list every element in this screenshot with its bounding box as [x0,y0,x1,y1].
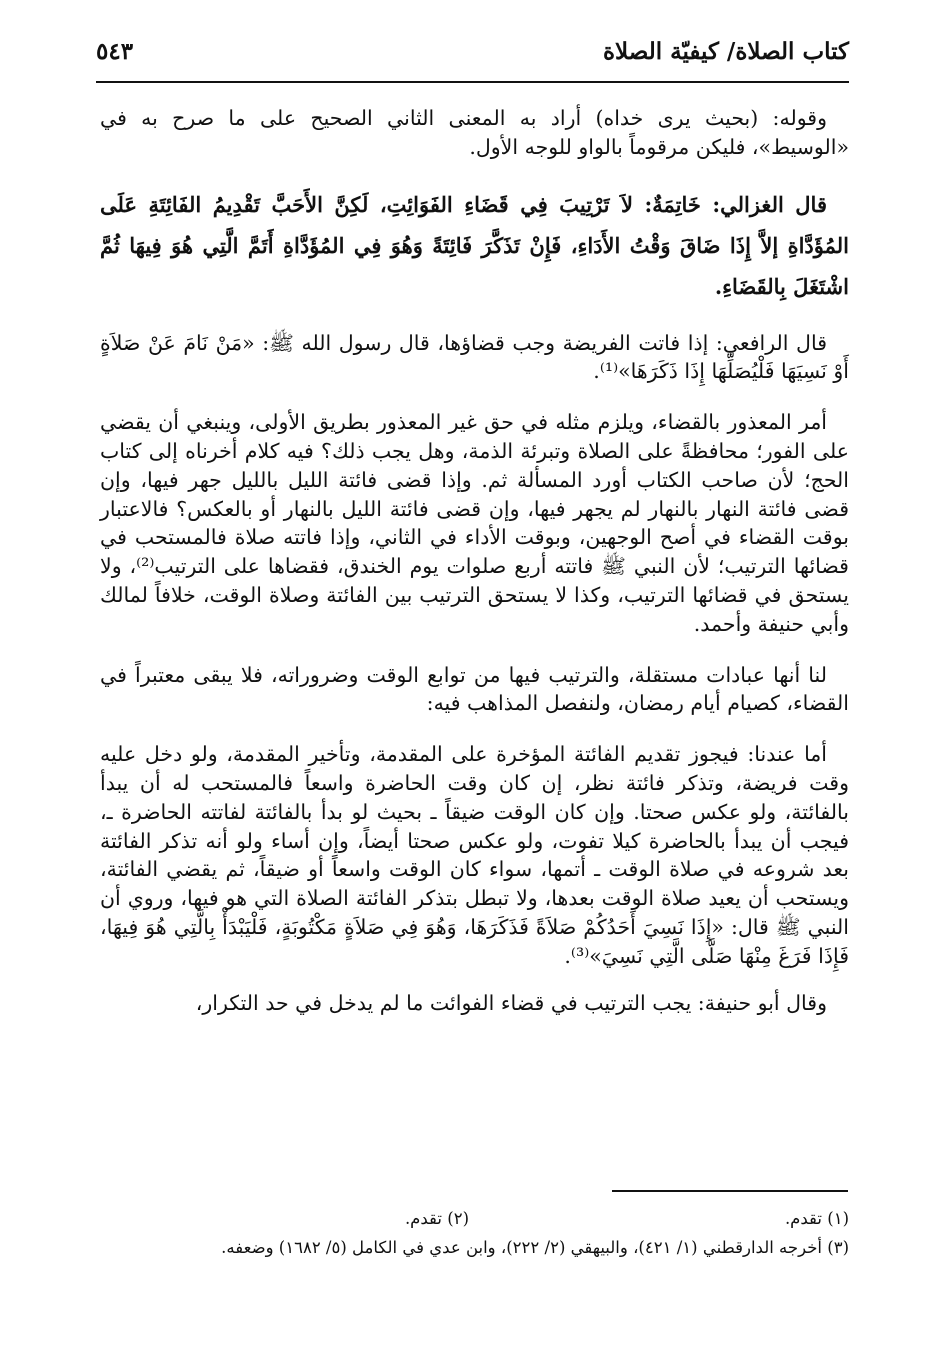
paragraph-commentary-wasit: وقوله: (بحيث يرى خداه) أراد به المعنى الثاني الصحيح على ما صرح به في «الوسيط»، فليكن مرقوماً بالواو للوجه الأول. [100,106,849,159]
footnotes [100,1205,849,1263]
footnote-divider [612,1190,848,1192]
paragraph-independent-worship: لنا أنها عبادات مستقلة، والترتيب فيها من توابع الوقت وضروراته، فلا يبقى معتبراً في القضاء، كصيام أيام رمضان، ولنفصل المذاهب فيه: [100,662,849,716]
paragraph-ghazali-khatima: قال الغزالي: خَاتِمَةٌ: لاَ تَرْتِيبَ فِي قَضَاءِ الفَوَائِتِ، لَكِنَّ الأَحَبَّ تَقْدِيمُ الفَائِتَةِ عَلَى المُؤَدَّاةِ إلاَّ إِذَا ضَاقَ وَقْتُ الأَدَاءِ، فَإِنْ تَذَكَّرَ فَائِتَةً وَهُوَ فِي المُؤَدَّاةِ أَتَمَّ الَّتِي هُوَ فِيهَا ثُمَّ اشْتَغَلَ بِالقَضَاءِ. [100,191,849,299]
footnote-row-1 [100,1205,849,1234]
paragraph-rafii-hadith: قال الرافعي: إذا فاتت الفريضة وجب قضاؤها، قال رسول الله ﷺ: «مَنْ نَامَ عَنْ صَلاَةٍ أَوْ نَسِيَهَا فَلْيُصَلِّهَا إِذَا ذَكَرَهَا»⁽¹⁾. [100,330,849,384]
footnote-row-2 [100,1234,849,1263]
paragraph-abu-hanifa-view: وقال أبو حنيفة: يجب الترتيب في قضاء الفوائت ما لم يدخل في حد التكرار، [195,990,827,1015]
footnote-1: (١) تقدم. [784,1209,849,1228]
paragraph-qada-order: أمر المعذور بالقضاء، ويلزم مثله في حق غير المعذور بطريق الأولى، وينبغي أن يقضي على الفور؛ محافظةً على الصلاة وتبرئة الذمة، وهل يجب ذلك؟ فيه كلام أخرناه إلى كتاب الحج؛ لأن صاحب الكتاب أورد المسألة ثم. وإذا قضى فائتة الليل بالليل جهر فيها، وإن قضى فائتة النهار بالنهار لم يجهر فيها، وإن قضى فائتة الليل بالنهار أو بالعكس؟ فالاعتبار بوقت القضاء في أصح الوجهين، وبوقت الأداء في الثاني، وإذا فاتته صلاة فالمستحب في قضائها الترتيب؛ لأن النبي ﷺ فاتته أربع صلوات يوم الخندق، فقضاها على الترتيب⁽²⁾، ولا يستحق في قضائها الترتيب، وكذا لا يستحق الترتيب بين الفائتة وصلاة الوقت، خلافاً لمالك وأبي حنيفة وأحمد. [100,410,849,636]
running-title: كتاب الصلاة/ كيفيّة الصلاة [602,38,849,65]
footnote-2: (٢) تقدم. [404,1209,469,1228]
page-number: ٥٤٣ [96,38,134,65]
footnote-3: (٣) أخرجه الدارقطني (١/ ٤٢١)، والبيهقي (٢/ ٢٢٢)، وابن عدي في الكامل (٥/ ١٦٨٢) وضعفه. [221,1238,849,1257]
header-divider [96,81,849,83]
main-text [100,104,849,1039]
page-header [96,38,849,78]
paragraph-shafii-view: أما عندنا: فيجوز تقديم الفائتة المؤخرة على المقدمة، وتأخير المقدمة، ولو دخل عليه وقت فريضة، وتذكر فائتة نظر، إن كان وقت الحاضرة واسعاً فالمستحب له أن يبدأ بالفائتة، ولو عكس صحتا. وإن كان الوقت ضيقاً ـ بحيث لو بدأ بالفائتة لفاتته الحاضرة ـ، فيجب أن يبدأ بالحاضرة كيلا تفوت، ولو عكس صحتا أيضاً، وإن أساء ولو أنه تذكر الفائتة بعد شروعه في صلاة الوقت ـ أتمها، سواء كان الوقت واسعاً أو ضيقاً، ثم يقضي الفائتة، ويستحب أن يعيد صلاة الوقت بعدها، ولا تبطل بتذكر الفائتة الصلاة التي هو فيها، وروي أن النبي ﷺ قال: «إِذَا نَسِيَ أَحَدُكُمْ صَلاَةً فَذَكَرَهَا، وَهُوَ فِي صَلاَةٍ مَكْتُوبَةٍ، فَلْيَبْدَأْ بِالَّتِي هُوَ فِيهَا، فَإِذَا فَرَغَ مِنْهَا صَلَّى الَّتِي نَسِيَ»⁽³⁾. [100,742,849,968]
